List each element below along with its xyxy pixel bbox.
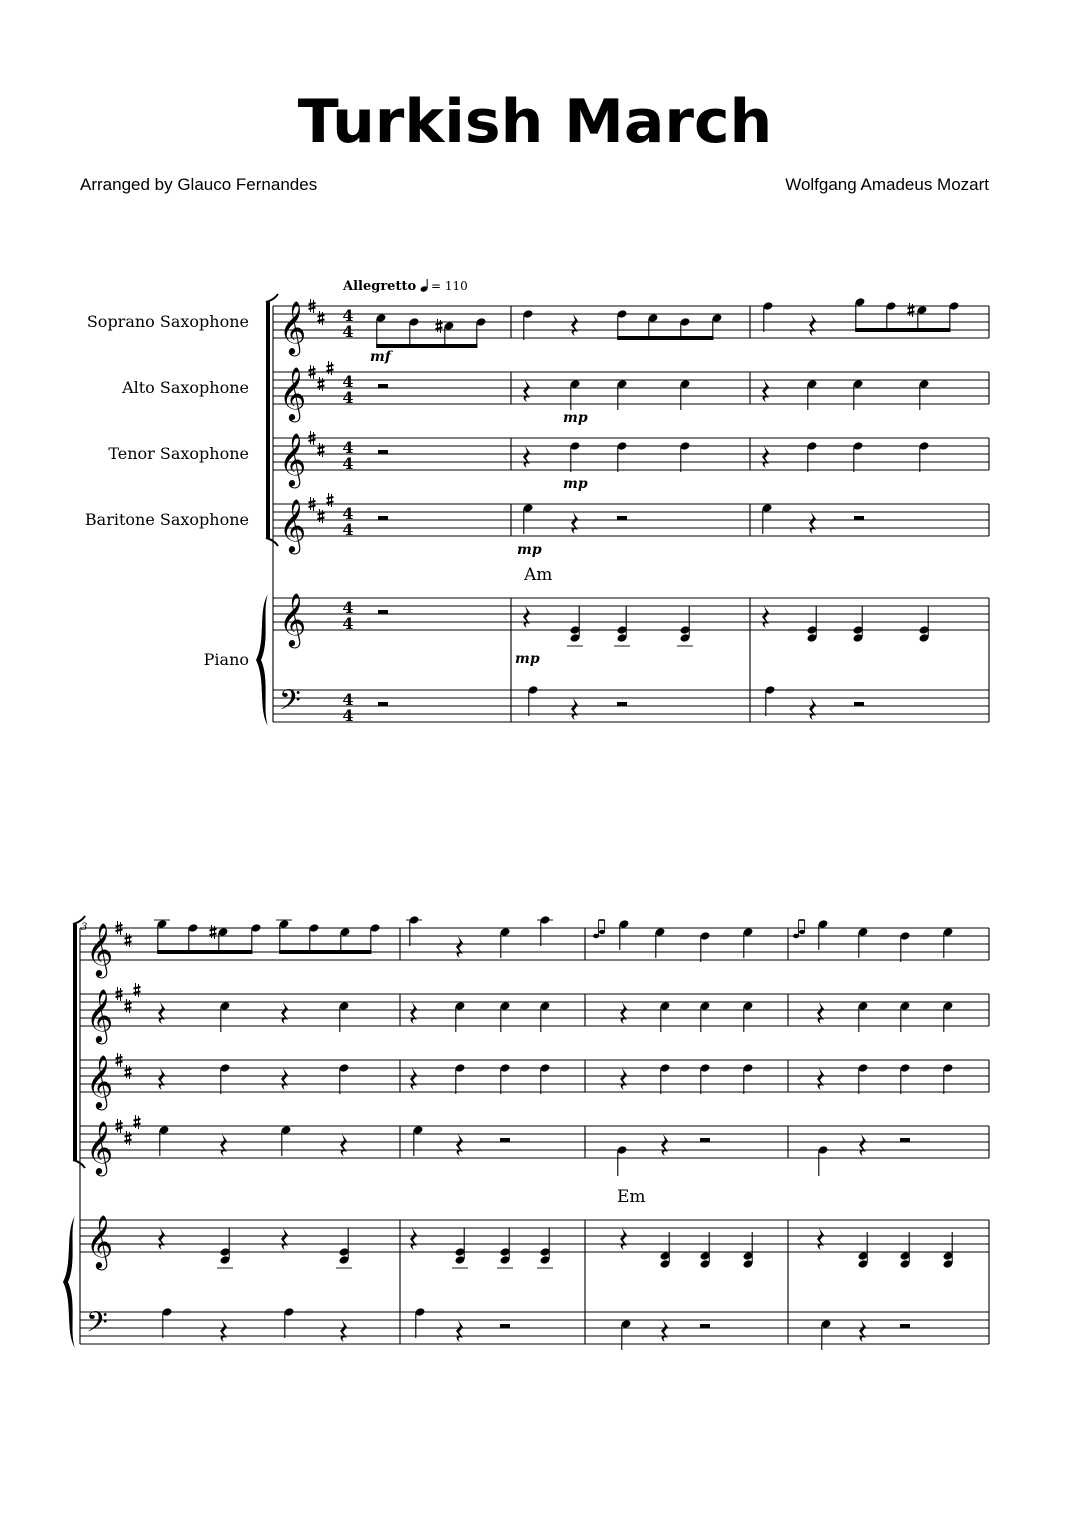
quarter-rest-icon <box>762 380 769 402</box>
note <box>943 927 954 958</box>
quarter-rest-icon <box>762 446 769 468</box>
staff <box>80 994 989 1026</box>
bass-clef-icon: 𝄢 <box>279 684 301 724</box>
quarter-rest-icon <box>809 512 816 534</box>
half-rest-icon <box>500 1138 510 1142</box>
half-rest-icon <box>700 1138 710 1142</box>
chord <box>700 1232 711 1269</box>
ensemble-bracket <box>266 302 270 538</box>
instrument-name-tenor: Tenor Saxophone <box>108 444 249 463</box>
bracket-hook <box>73 1160 85 1168</box>
quarter-rest-icon <box>571 314 578 336</box>
treble-clef-icon: 𝄞 <box>86 922 114 976</box>
chord <box>339 1228 350 1265</box>
note <box>617 1145 628 1176</box>
bracket-hook <box>266 294 278 302</box>
staff <box>273 306 989 338</box>
treble-clef-icon: 𝄞 <box>279 300 307 354</box>
chord <box>617 606 628 643</box>
note <box>807 441 818 472</box>
time-signature-numerator: 4 <box>342 306 354 325</box>
quarter-rest-icon <box>620 1228 627 1250</box>
quarter-rest-icon <box>661 1320 668 1342</box>
tempo-marking <box>342 279 468 294</box>
beamed-eighths <box>855 297 960 332</box>
quarter-rest-icon <box>762 606 769 628</box>
note <box>919 379 930 410</box>
chord <box>900 1232 911 1269</box>
quarter-rest-icon <box>456 1320 463 1342</box>
instrument-name-baritone: Baritone Saxophone <box>84 510 249 529</box>
staff <box>80 1312 989 1344</box>
quarter-rest-icon <box>456 936 463 958</box>
note <box>858 1001 869 1032</box>
chord <box>500 1228 511 1265</box>
half-rest-icon <box>854 702 864 706</box>
quarter-rest-icon <box>661 1134 668 1156</box>
quarter-note-icon <box>420 279 429 293</box>
note <box>413 1125 424 1156</box>
arranger-credit: Arranged by Glauco Fernandes <box>80 175 318 194</box>
note <box>900 1063 911 1094</box>
sharp-icon <box>134 1115 141 1129</box>
staff <box>80 1220 989 1252</box>
quarter-rest-icon <box>817 1228 824 1250</box>
quarter-rest-icon <box>859 1134 866 1156</box>
chord <box>455 1228 466 1265</box>
time-signature-denominator: 4 <box>342 520 354 539</box>
treble-clef-icon: 𝄞 <box>279 432 307 486</box>
treble-clef-icon: 𝄞 <box>86 988 114 1042</box>
time-signature-denominator: 4 <box>342 614 354 633</box>
half-rest-icon <box>617 702 627 706</box>
note <box>700 1001 711 1032</box>
quarter-rest-icon <box>158 1068 165 1090</box>
chord <box>680 606 691 643</box>
beamed-eighths <box>279 919 381 954</box>
grace-notehead <box>593 934 599 938</box>
quarter-rest-icon <box>158 1002 165 1024</box>
half-rest-icon <box>700 1324 710 1328</box>
sharp-icon <box>125 1065 132 1079</box>
sharp-icon <box>318 443 325 457</box>
time-signature-numerator: 4 <box>342 690 354 709</box>
instrument-name-alto: Alto Saxophone <box>122 378 249 397</box>
half-rest-icon <box>500 1324 510 1328</box>
note <box>455 1001 466 1032</box>
quarter-rest-icon <box>456 1134 463 1156</box>
piano-brace-icon <box>63 1216 75 1348</box>
beam <box>617 336 713 340</box>
time-signature-numerator: 4 <box>342 372 354 391</box>
note <box>858 927 869 958</box>
quarter-rest-icon <box>859 1320 866 1342</box>
half-rest-icon <box>617 516 627 520</box>
note <box>680 379 691 410</box>
note <box>220 1001 231 1032</box>
quarter-rest-icon <box>620 1002 627 1024</box>
quarter-rest-icon <box>281 1068 288 1090</box>
note <box>853 379 864 410</box>
quarter-rest-icon <box>340 1320 347 1342</box>
beam <box>279 950 371 954</box>
dynamic-baritone: mp <box>517 542 542 558</box>
quarter-rest-icon <box>523 446 530 468</box>
note <box>500 1001 511 1032</box>
half-rest-icon <box>378 516 388 520</box>
note <box>943 1063 954 1094</box>
grace-notes <box>593 920 605 938</box>
instrument-name-soprano: Soprano Saxophone <box>86 312 249 331</box>
sharp-icon <box>210 925 217 939</box>
half-rest-icon <box>378 450 388 454</box>
time-signature-denominator: 4 <box>342 388 354 407</box>
note <box>523 309 534 340</box>
grace-notehead <box>799 930 805 934</box>
chord <box>919 606 930 643</box>
note <box>281 1125 292 1156</box>
dynamic-alto: mp <box>563 410 588 426</box>
note <box>762 503 773 534</box>
note <box>159 1125 170 1156</box>
note <box>621 1319 632 1350</box>
note <box>919 441 930 472</box>
note <box>523 503 534 534</box>
treble-clef-icon: 𝄞 <box>86 1054 114 1108</box>
staff <box>80 1060 989 1092</box>
treble-clef-icon: 𝄞 <box>279 592 307 646</box>
note <box>700 931 711 962</box>
bass-clef-icon: 𝄢 <box>86 1306 108 1346</box>
quarter-rest-icon <box>281 1228 288 1250</box>
score-title: Turkish March <box>297 87 773 157</box>
composer-credit: Wolfgang Amadeus Mozart <box>785 175 989 194</box>
treble-clef-icon: 𝄞 <box>86 1120 114 1174</box>
note <box>700 1063 711 1094</box>
quarter-rest-icon <box>571 512 578 534</box>
chord <box>807 606 818 643</box>
sharp-icon <box>318 311 325 325</box>
quarter-rest-icon <box>809 314 816 336</box>
time-signature-numerator: 4 <box>342 504 354 523</box>
note <box>339 1001 350 1032</box>
sharp-icon <box>125 1131 132 1145</box>
note <box>528 685 539 716</box>
half-rest-icon <box>378 610 388 614</box>
sharp-icon <box>908 303 915 317</box>
note <box>415 1307 426 1338</box>
staff <box>80 928 989 960</box>
chord <box>743 1232 754 1269</box>
note <box>743 1063 754 1094</box>
time-signature-denominator: 4 <box>342 322 354 341</box>
dynamic-soprano: mf <box>370 349 391 365</box>
note <box>339 1063 350 1094</box>
beam <box>157 950 252 954</box>
sharp-icon <box>436 319 443 333</box>
chord-symbol-am: Am <box>524 565 553 585</box>
half-rest-icon <box>854 516 864 520</box>
note <box>853 441 864 472</box>
quarter-rest-icon <box>817 1068 824 1090</box>
grace-notehead <box>793 934 799 938</box>
note <box>570 441 581 472</box>
note <box>655 927 666 958</box>
sharp-icon <box>327 361 334 375</box>
beam <box>376 344 477 348</box>
quarter-rest-icon <box>809 698 816 720</box>
instrument-name-piano: Piano <box>203 650 249 669</box>
note <box>500 927 511 958</box>
beamed-eighths <box>157 919 262 954</box>
quarter-rest-icon <box>620 1068 627 1090</box>
quarter-rest-icon <box>220 1134 227 1156</box>
note <box>660 1063 671 1094</box>
note <box>743 1001 754 1032</box>
dynamic-tenor: mp <box>563 476 588 492</box>
quarter-rest-icon <box>281 1002 288 1024</box>
note <box>807 379 818 410</box>
grace-notehead <box>599 930 605 934</box>
tempo-text: Allegretto <box>343 279 417 294</box>
measure-number: 3 <box>81 922 88 933</box>
quarter-rest-icon <box>523 606 530 628</box>
note <box>162 1307 173 1338</box>
beamed-eighths <box>376 313 487 348</box>
quarter-rest-icon <box>158 1228 165 1250</box>
time-signature-denominator: 4 <box>342 706 354 725</box>
grace-notes <box>793 920 805 938</box>
staff <box>80 1126 989 1158</box>
note <box>455 1063 466 1094</box>
chord-symbol-em: Em <box>617 1187 646 1207</box>
treble-clef-icon: 𝄞 <box>279 498 307 552</box>
half-rest-icon <box>378 702 388 706</box>
note <box>821 1319 832 1350</box>
note <box>943 1001 954 1032</box>
note <box>660 1001 671 1032</box>
quarter-rest-icon <box>571 698 578 720</box>
quarter-rest-icon <box>523 380 530 402</box>
chord <box>570 606 581 643</box>
sharp-icon <box>134 983 141 997</box>
treble-clef-icon: 𝄞 <box>86 1214 114 1268</box>
half-rest-icon <box>378 384 388 388</box>
sharp-icon <box>125 999 132 1013</box>
dynamic-piano: mp <box>515 651 540 667</box>
note <box>570 379 581 410</box>
quarter-rest-icon <box>220 1320 227 1342</box>
note <box>818 919 829 950</box>
half-rest-icon <box>900 1138 910 1142</box>
chord <box>943 1232 954 1269</box>
note <box>765 685 776 716</box>
note <box>284 1307 295 1338</box>
sharp-icon <box>125 933 132 947</box>
quarter-rest-icon <box>410 1068 417 1090</box>
chord <box>858 1232 869 1269</box>
quarter-rest-icon <box>340 1134 347 1156</box>
note <box>540 1001 551 1032</box>
sharp-icon <box>318 509 325 523</box>
chord <box>853 606 864 643</box>
sharp-icon <box>327 493 334 507</box>
time-signature-denominator: 4 <box>342 454 354 473</box>
treble-clef-icon: 𝄞 <box>279 366 307 420</box>
time-signature-numerator: 4 <box>342 438 354 457</box>
beam <box>855 328 950 332</box>
time-signature-numerator: 4 <box>342 598 354 617</box>
note <box>540 1063 551 1094</box>
note <box>818 1145 829 1176</box>
chord <box>540 1228 551 1265</box>
note <box>900 1001 911 1032</box>
chord <box>660 1232 671 1269</box>
note <box>220 1063 231 1094</box>
ensemble-bracket <box>73 924 77 1160</box>
quarter-rest-icon <box>817 1002 824 1024</box>
note <box>617 441 628 472</box>
sharp-icon <box>318 377 325 391</box>
half-rest-icon <box>900 1324 910 1328</box>
note <box>858 1063 869 1094</box>
quarter-rest-icon <box>410 1228 417 1250</box>
note <box>763 301 774 332</box>
note <box>619 919 630 950</box>
chord <box>220 1228 231 1265</box>
note <box>743 927 754 958</box>
quarter-rest-icon <box>410 1002 417 1024</box>
note <box>680 441 691 472</box>
note <box>617 379 628 410</box>
tempo-bpm: = 110 <box>431 279 468 293</box>
bracket-hook <box>266 538 278 546</box>
note <box>500 1063 511 1094</box>
piano-brace-icon <box>256 594 268 726</box>
note <box>900 931 911 962</box>
